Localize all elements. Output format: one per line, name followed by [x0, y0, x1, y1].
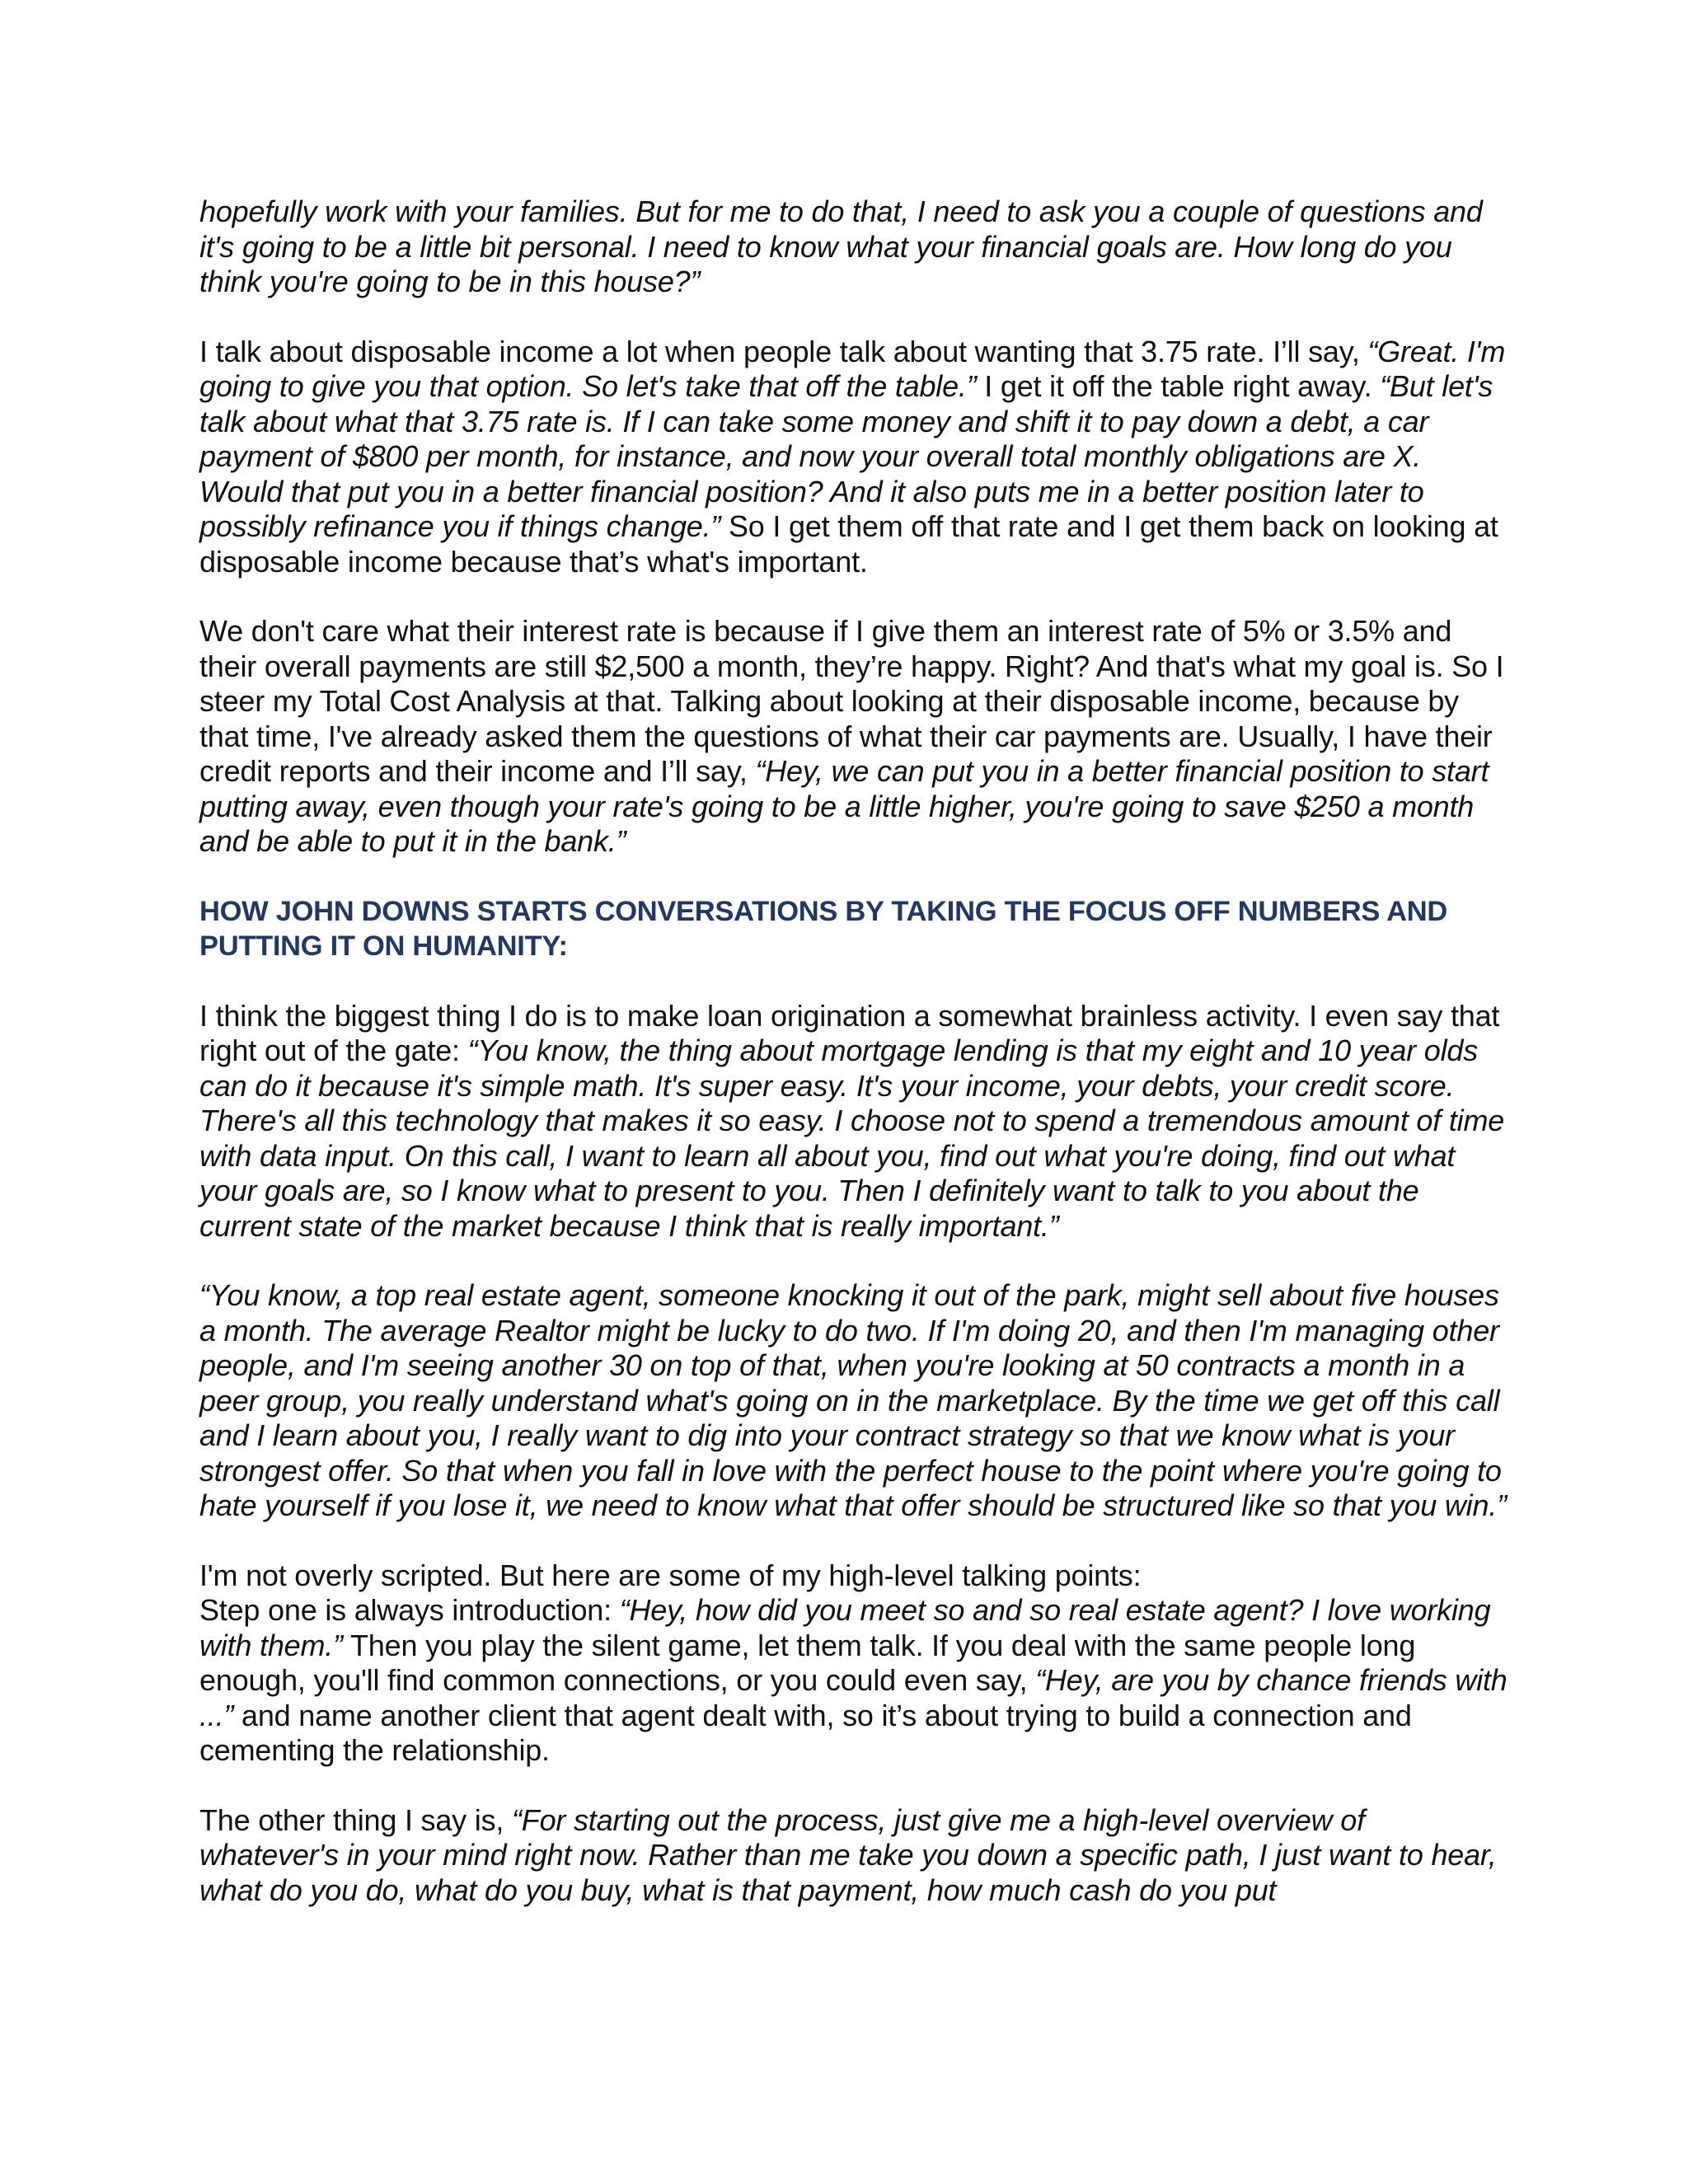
- text-run: So I get them off that rate and I get them back on looking at disposable income because that’s what's important.: [199, 509, 1498, 579]
- paragraph-4: [199, 999, 1508, 1244]
- paragraph-5: [199, 1278, 1508, 1524]
- quote: “You know, the thing about mortgage lending is that my eight and 10 year olds can do it because it's simple math. It's super easy. It's your income, your debts, your credit score. There's all this technology that makes it so easy. I choose not to spend a tremendous amount of time with data input. On this call, I want to learn all about you, find out what you're doing, find out what your goals are, so I know what to present to you. Then I definitely want to talk to you about the current state of the market because I think that is really important.”: [199, 1033, 1505, 1243]
- paragraph-8: [199, 1803, 1508, 1909]
- text-run: and name another client that agent dealt with, so it’s about trying to build a connection and cementing the relationship.: [199, 1698, 1412, 1767]
- quote: “You know, a top real estate agent, someone knocking it out of the park, might sell about five houses a month. The average Realtor might be lucky to do two. If I'm doing 20, and then I'm managing other people, and I'm seeing another 30 on top of that, when you're looking at 50 contracts a month in a peer group, you really understand what's going on in the marketplace. By the time we get off this call and I learn about you, I really want to dig into your contract strategy so that we know what is your strongest offer. So that when you fall in love with the perfect house to the point where you're going to hate yourself if you lose it, we need to know what that offer should be structured like so that you win.”: [199, 1278, 1507, 1522]
- paragraph-6: I'm not overly scripted. But here are some of my high-level talking points:: [199, 1558, 1142, 1592]
- text-run: We don't care what their interest rate is because if I give them an interest rate of 5% or 3.5% and their overall payments are still $2,500 a month, they’re happy. Right? And that's what my goal is. So I steer my Total Cost Analysis at that. Talking about looking at their disposable income, because by that time, I've already asked them the questions of what their car payments are. Usually, I have their credit reports and their income and I’ll say,: [199, 614, 1504, 788]
- text-run: Then you play the silent game, let them talk. If you deal with the same people long enough, you'll find common connections, or you could even say,: [199, 1628, 1416, 1697]
- quote: hopefully work with your families. But for me to do that, I need to ask you a couple of questions and it's going to be a little bit personal. I need to know what your financial goals are. How long do you think you're going to be in this house?”: [199, 194, 1483, 298]
- paragraph-7: [199, 1593, 1508, 1769]
- quote: “Great. I'm going to give you that option. So let's take that off the table.”: [199, 334, 1506, 403]
- paragraph-1: [199, 194, 1508, 300]
- quote: “Hey, are you by chance friends with ...”: [199, 1663, 1507, 1732]
- text-run: I get it off the table right away.: [976, 369, 1381, 403]
- text-run: I talk about disposable income a lot when people talk about wanting that 3.75 rate. I’ll say,: [199, 334, 1368, 368]
- quote: “Hey, how did you meet so and so real estate agent? I love working with them.”: [199, 1593, 1491, 1662]
- paragraph-3: [199, 614, 1508, 860]
- section-heading: HOW JOHN DOWNS STARTS CONVERSATIONS BY TAKING THE FOCUS OFF NUMBERS AND PUTTING IT ON HUMANITY:: [199, 895, 1447, 962]
- document-page: [199, 194, 1508, 1943]
- text-run: I think the biggest thing I do is to make loan origination a somewhat brainless activity. I even say that right out of the gate:: [199, 998, 1500, 1067]
- text-run: Step one is always introduction:: [199, 1593, 620, 1627]
- quote: “For starting out the process, just give me a high-level overview of whatever's in your mind right now. Rather than me take you down a specific path, I just want to hear, what do you do, what do you buy, what is that payment, how much cash do you put: [199, 1802, 1497, 1907]
- text-run: The other thing I say is,: [199, 1802, 512, 1837]
- quote: “Hey, we can put you in a better financial position to start putting away, even though your rate's going to be a little higher, you're going to save $250 a month and be able to put it in the bank.”: [199, 754, 1489, 858]
- quote: “But let's talk about what that 3.75 rate is. If I can take some money and shift it to pay down a debt, a car payment of $800 per month, for instance, and now your overall total monthly obligations are X. Would that put you in a better financial position? And it also puts me in a better position later to possibly refinance you if things change.”: [199, 369, 1493, 543]
- paragraph-2: [199, 335, 1508, 580]
